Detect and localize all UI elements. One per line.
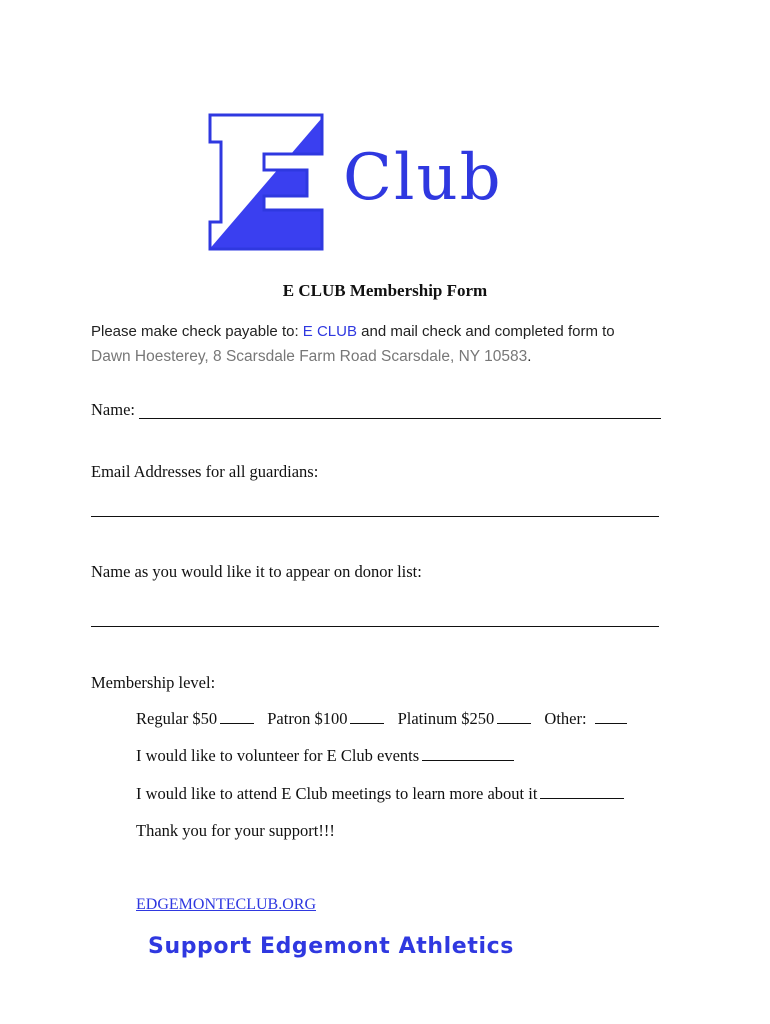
level-other-blank[interactable] <box>595 722 627 724</box>
volunteer-text: I would like to volunteer for E Club events <box>136 746 420 765</box>
level-regular-label: Regular $50 <box>136 709 218 728</box>
level-platinum-blank[interactable] <box>497 722 531 724</box>
thank-you-text: Thank you for your support!!! <box>136 821 335 840</box>
payee-name: E CLUB <box>302 323 357 340</box>
address-period: . <box>527 348 532 365</box>
level-platinum-label: Platinum $250 <box>397 709 495 728</box>
level-patron-label: Patron $100 <box>267 709 348 728</box>
logo-club-text: Club <box>343 141 503 215</box>
form-title: E CLUB Membership Form <box>282 281 488 300</box>
attend-blank[interactable] <box>540 797 624 799</box>
support-tagline: Support Edgemont Athletics <box>148 934 514 959</box>
instructions-suffix: and mail check and completed form to <box>361 323 615 340</box>
email-field[interactable] <box>91 516 659 517</box>
level-patron-blank[interactable] <box>350 722 384 724</box>
donor-name-field[interactable] <box>91 626 659 627</box>
volunteer-blank[interactable] <box>422 759 514 761</box>
website-link[interactable]: EDGEMONTECLUB.ORG <box>136 896 316 913</box>
level-other-label: Other: <box>544 709 587 728</box>
level-regular-blank[interactable] <box>220 722 254 724</box>
name-label: Name: <box>91 400 135 419</box>
name-field[interactable] <box>139 418 661 419</box>
volunteer-row <box>136 746 514 766</box>
membership-options <box>136 709 627 729</box>
payment-instructions <box>91 319 711 369</box>
attend-text: I would like to attend E Club meetings to learn more about it <box>136 784 538 803</box>
instructions-prefix: Please make check payable to: <box>91 323 299 340</box>
mailing-address: Dawn Hoesterey, 8 Scarsdale Farm Road Scarsdale, NY 10583 <box>91 348 528 365</box>
email-label: Email Addresses for all guardians: <box>91 462 319 481</box>
attend-row <box>136 784 624 804</box>
membership-level-label: Membership level: <box>91 673 216 692</box>
donor-name-label: Name as you would like it to appear on donor list: <box>91 562 422 581</box>
